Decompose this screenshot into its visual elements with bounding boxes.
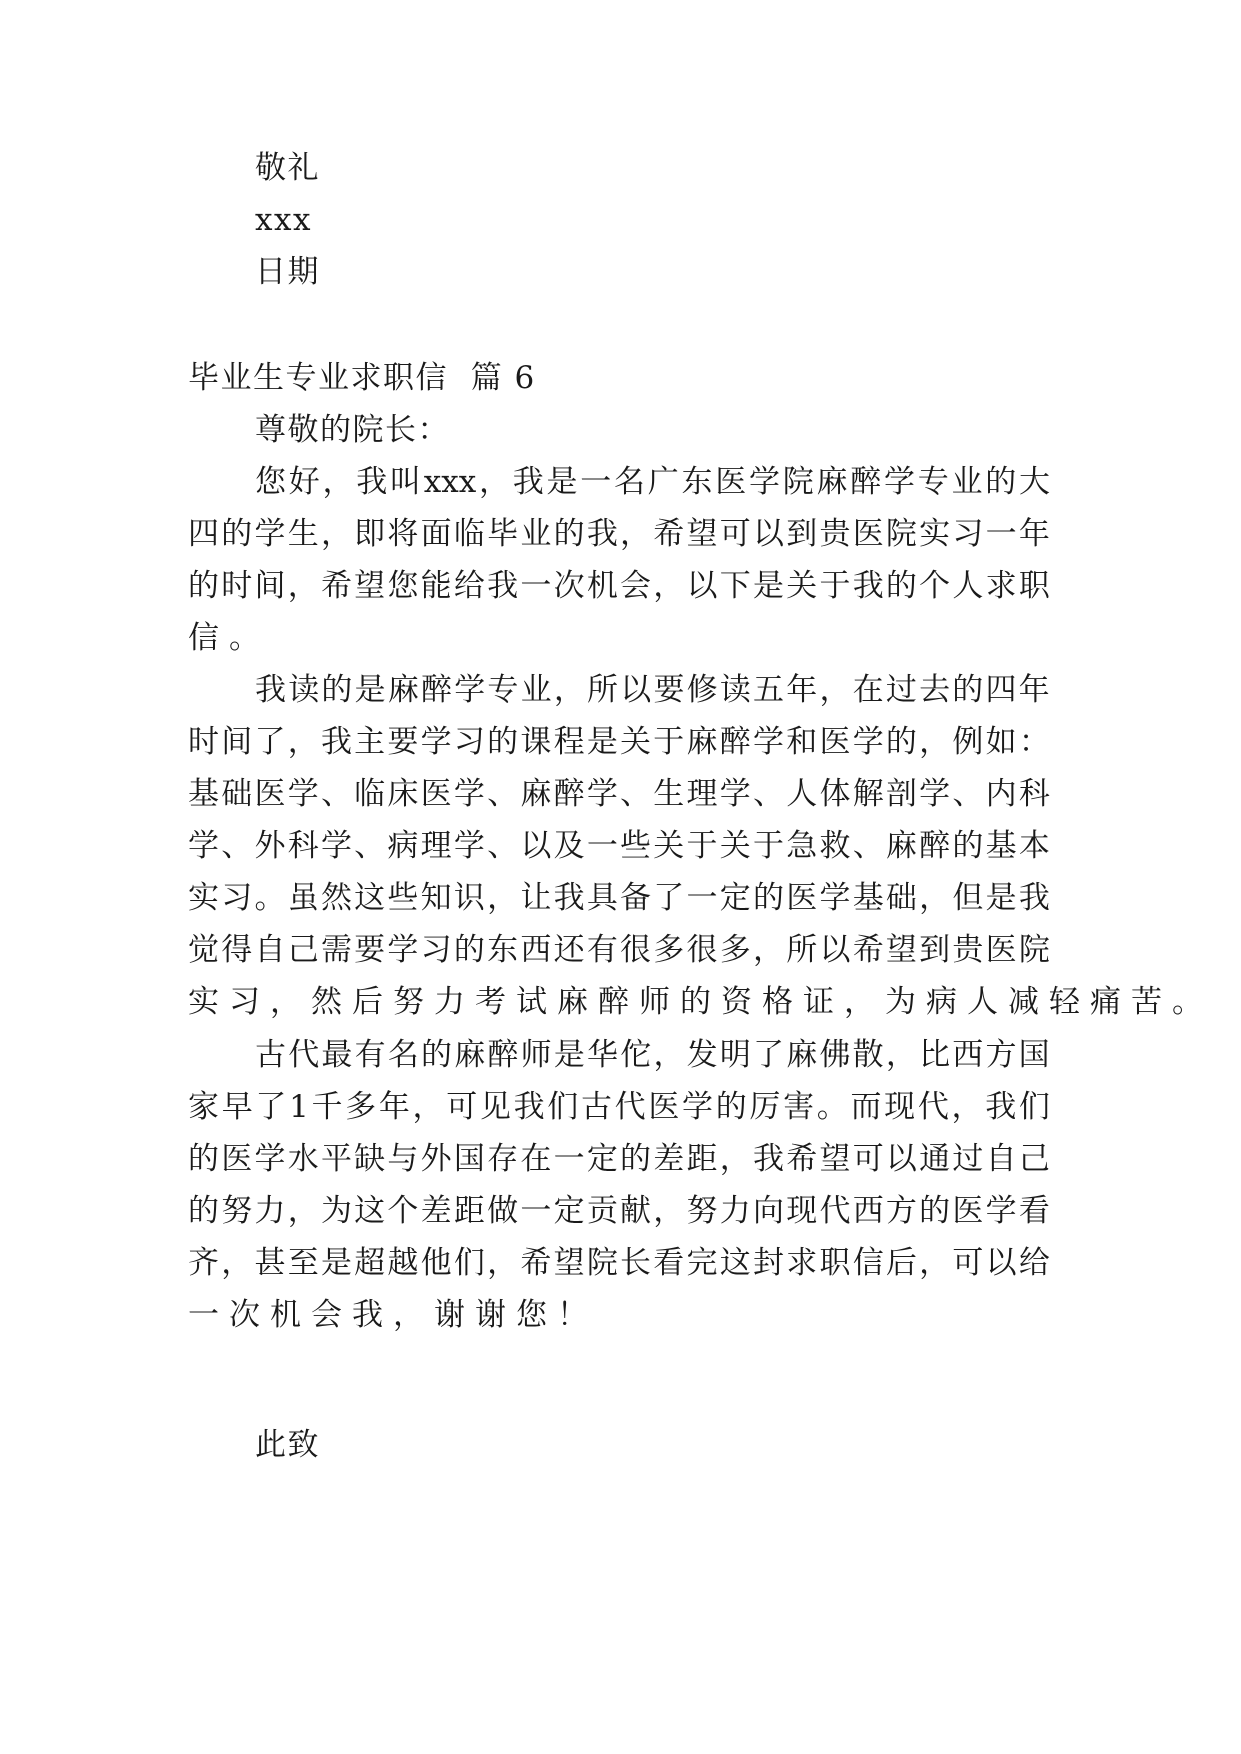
paragraph-line: 您 好 ， 我 叫 xxx ， 我 是 一 名 广 东 医 学 院 麻 醉 学 专 业 的 大 bbox=[255, 464, 1050, 500]
paragraph-line: 的 时 间 ， 希 望 您 能 给 我 一 次 机 会 ， 以 下 是 关 于 我 的 个 人 求 职 bbox=[188, 568, 1050, 604]
paragraph-line: 家 早 了 1 千 多 年 ， 可 见 我 们 古 代 医 学 的 厉 害 。 而 现 代 ， 我 们 bbox=[188, 1089, 1050, 1125]
paragraph-line: 信。 bbox=[188, 620, 270, 656]
section-title: 毕业生专业求职信 篇 6 bbox=[188, 360, 536, 396]
paragraph-line: 的 努 力 ， 为 这 个 差 距 做 一 定 贡 献 ， 努 力 向 现 代 西 方 的 医 学 看 bbox=[188, 1193, 1050, 1229]
paragraph-line: 的 医 学 水 平 缺 与 外 国 存 在 一 定 的 差 距 ， 我 希 望 可 以 通 过 自 己 bbox=[188, 1141, 1050, 1177]
paragraph-line: 一次机会我，谢谢您！ bbox=[188, 1297, 598, 1333]
signature-name: xxx bbox=[255, 202, 312, 238]
paragraph-line: 觉 得 自 己 需 要 学 习 的 东 西 还 有 很 多 很 多 ， 所 以 希 望 到 贵 医 院 bbox=[188, 932, 1050, 968]
salutation: 尊敬的院长： bbox=[255, 412, 450, 448]
paragraph-line: 时 间 了 ， 我 主 要 学 习 的 课 程 是 关 于 麻 醉 学 和 医 学 的 ， 例 如 ： bbox=[188, 724, 1050, 760]
paragraph-line: 我 读 的 是 麻 醉 学 专 业 ， 所 以 要 修 读 五 年 ， 在 过 去 的 四 年 bbox=[255, 672, 1050, 708]
closing-words: 此致 bbox=[255, 1427, 320, 1463]
paragraph-line: 四 的 学 生 ， 即 将 面 临 毕 业 的 我 ， 希 望 可 以 到 贵 医 院 实 习 一 年 bbox=[188, 516, 1050, 552]
paragraph-line: 学 、 外 科 学 、 病 理 学 、 以 及 一 些 关 于 关 于 急 救 、 麻 醉 的 基 本 bbox=[188, 828, 1050, 864]
paragraph-line: 古 代 最 有 名 的 麻 醉 师 是 华 佗 ， 发 明 了 麻 佛 散 ， 比 西 方 国 bbox=[255, 1037, 1050, 1073]
paragraph-line: 基 础 医 学 、 临 床 医 学 、 麻 醉 学 、 生 理 学 、 人 体 解 剖 学 、 内 科 bbox=[188, 776, 1050, 812]
paragraph-line: 实习，然后努力考试麻醉师的资格证，为病人减轻痛苦。 bbox=[188, 984, 1213, 1020]
closing-regards: 敬礼 bbox=[255, 150, 320, 186]
signature-date: 日期 bbox=[255, 254, 320, 290]
paragraph-line: 齐 ， 甚 至 是 超 越 他 们 ， 希 望 院 长 看 完 这 封 求 职 信 后 ， 可 以 给 bbox=[188, 1245, 1050, 1281]
paragraph-line: 实 习 。 虽 然 这 些 知 识 ， 让 我 具 备 了 一 定 的 医 学 基 础 ， 但 是 我 bbox=[188, 880, 1050, 916]
